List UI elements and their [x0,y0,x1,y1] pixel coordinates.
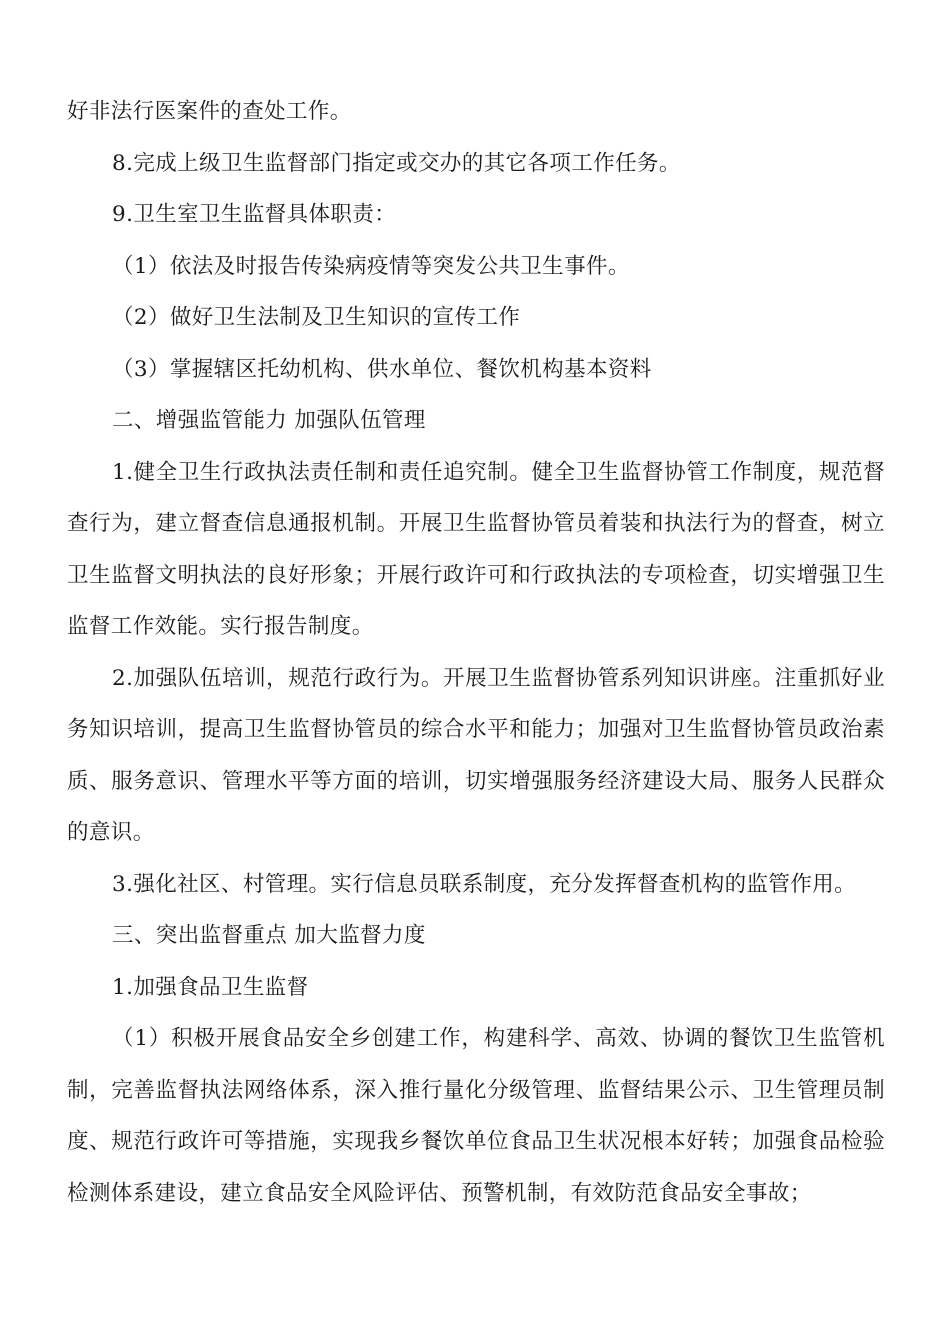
section-heading-3: 三、突出监督重点 加大监督力度 [112,923,426,948]
document-body [67,86,885,1219]
paragraph-subitem-3: （3）掌握辖区托幼机构、供水单位、餐饮机构基本资料 [112,356,652,382]
paragraph-item-8: 8.完成上级卫生监督部门指定或交办的其它各项工作任务。 [112,150,681,176]
paragraph-subitem-1: （1）依法及时报告传染病疫情等突发公共卫生事件。 [112,253,630,279]
paragraph-item-2-2: 2.加强队伍培训，规范行政行为。开展卫生监督协管系列知识讲座。注重抓好业务知识培训，提高卫生监督协管员的综合水平和能力；加强对卫生监督协管员政治素质、服务意识、管理水平等方面的培训，切实增强服务经济建设大局、服务人民群众的意识。 [67,665,885,845]
paragraph-continuation: 好非法行医案件的查处工作。 [67,99,352,124]
paragraph-item-2-1: 1.健全卫生行政执法责任制和责任追究制。健全卫生监督协管工作制度，规范督查行为，建立督查信息通报机制。开展卫生监督协管员着装和执法行为的督查，树立卫生监督文明执法的良好形象；开展行政许可和行政执法的专项检查，切实增强卫生监督工作效能。实行报告制度。 [67,459,885,639]
paragraph-subitem-3-1-1: （1）积极开展食品安全乡创建工作，构建科学、高效、协调的餐饮卫生监管机制，完善监督执法网络体系，深入推行量化分级管理、监督结果公示、卫生管理员制度、规范行政许可等措施，实现我乡餐饮单位食品卫生状况根本好转；加强食品检验检测体系建设，建立食品安全风险评估、预警机制，有效防范食品安全事故； [67,1026,885,1206]
paragraph-item-3-1: 1.加强食品卫生监督 [112,974,309,1000]
paragraph-item-2-3: 3.强化社区、村管理。实行信息员联系制度，充分发挥督查机构的监管作用。 [112,871,857,897]
section-heading-2: 二、增强监管能力 加强队伍管理 [112,408,426,433]
paragraph-subitem-2: （2）做好卫生法制及卫生知识的宣传工作 [112,305,521,330]
paragraph-item-9: 9.卫生室卫生监督具体职责： [112,202,397,227]
